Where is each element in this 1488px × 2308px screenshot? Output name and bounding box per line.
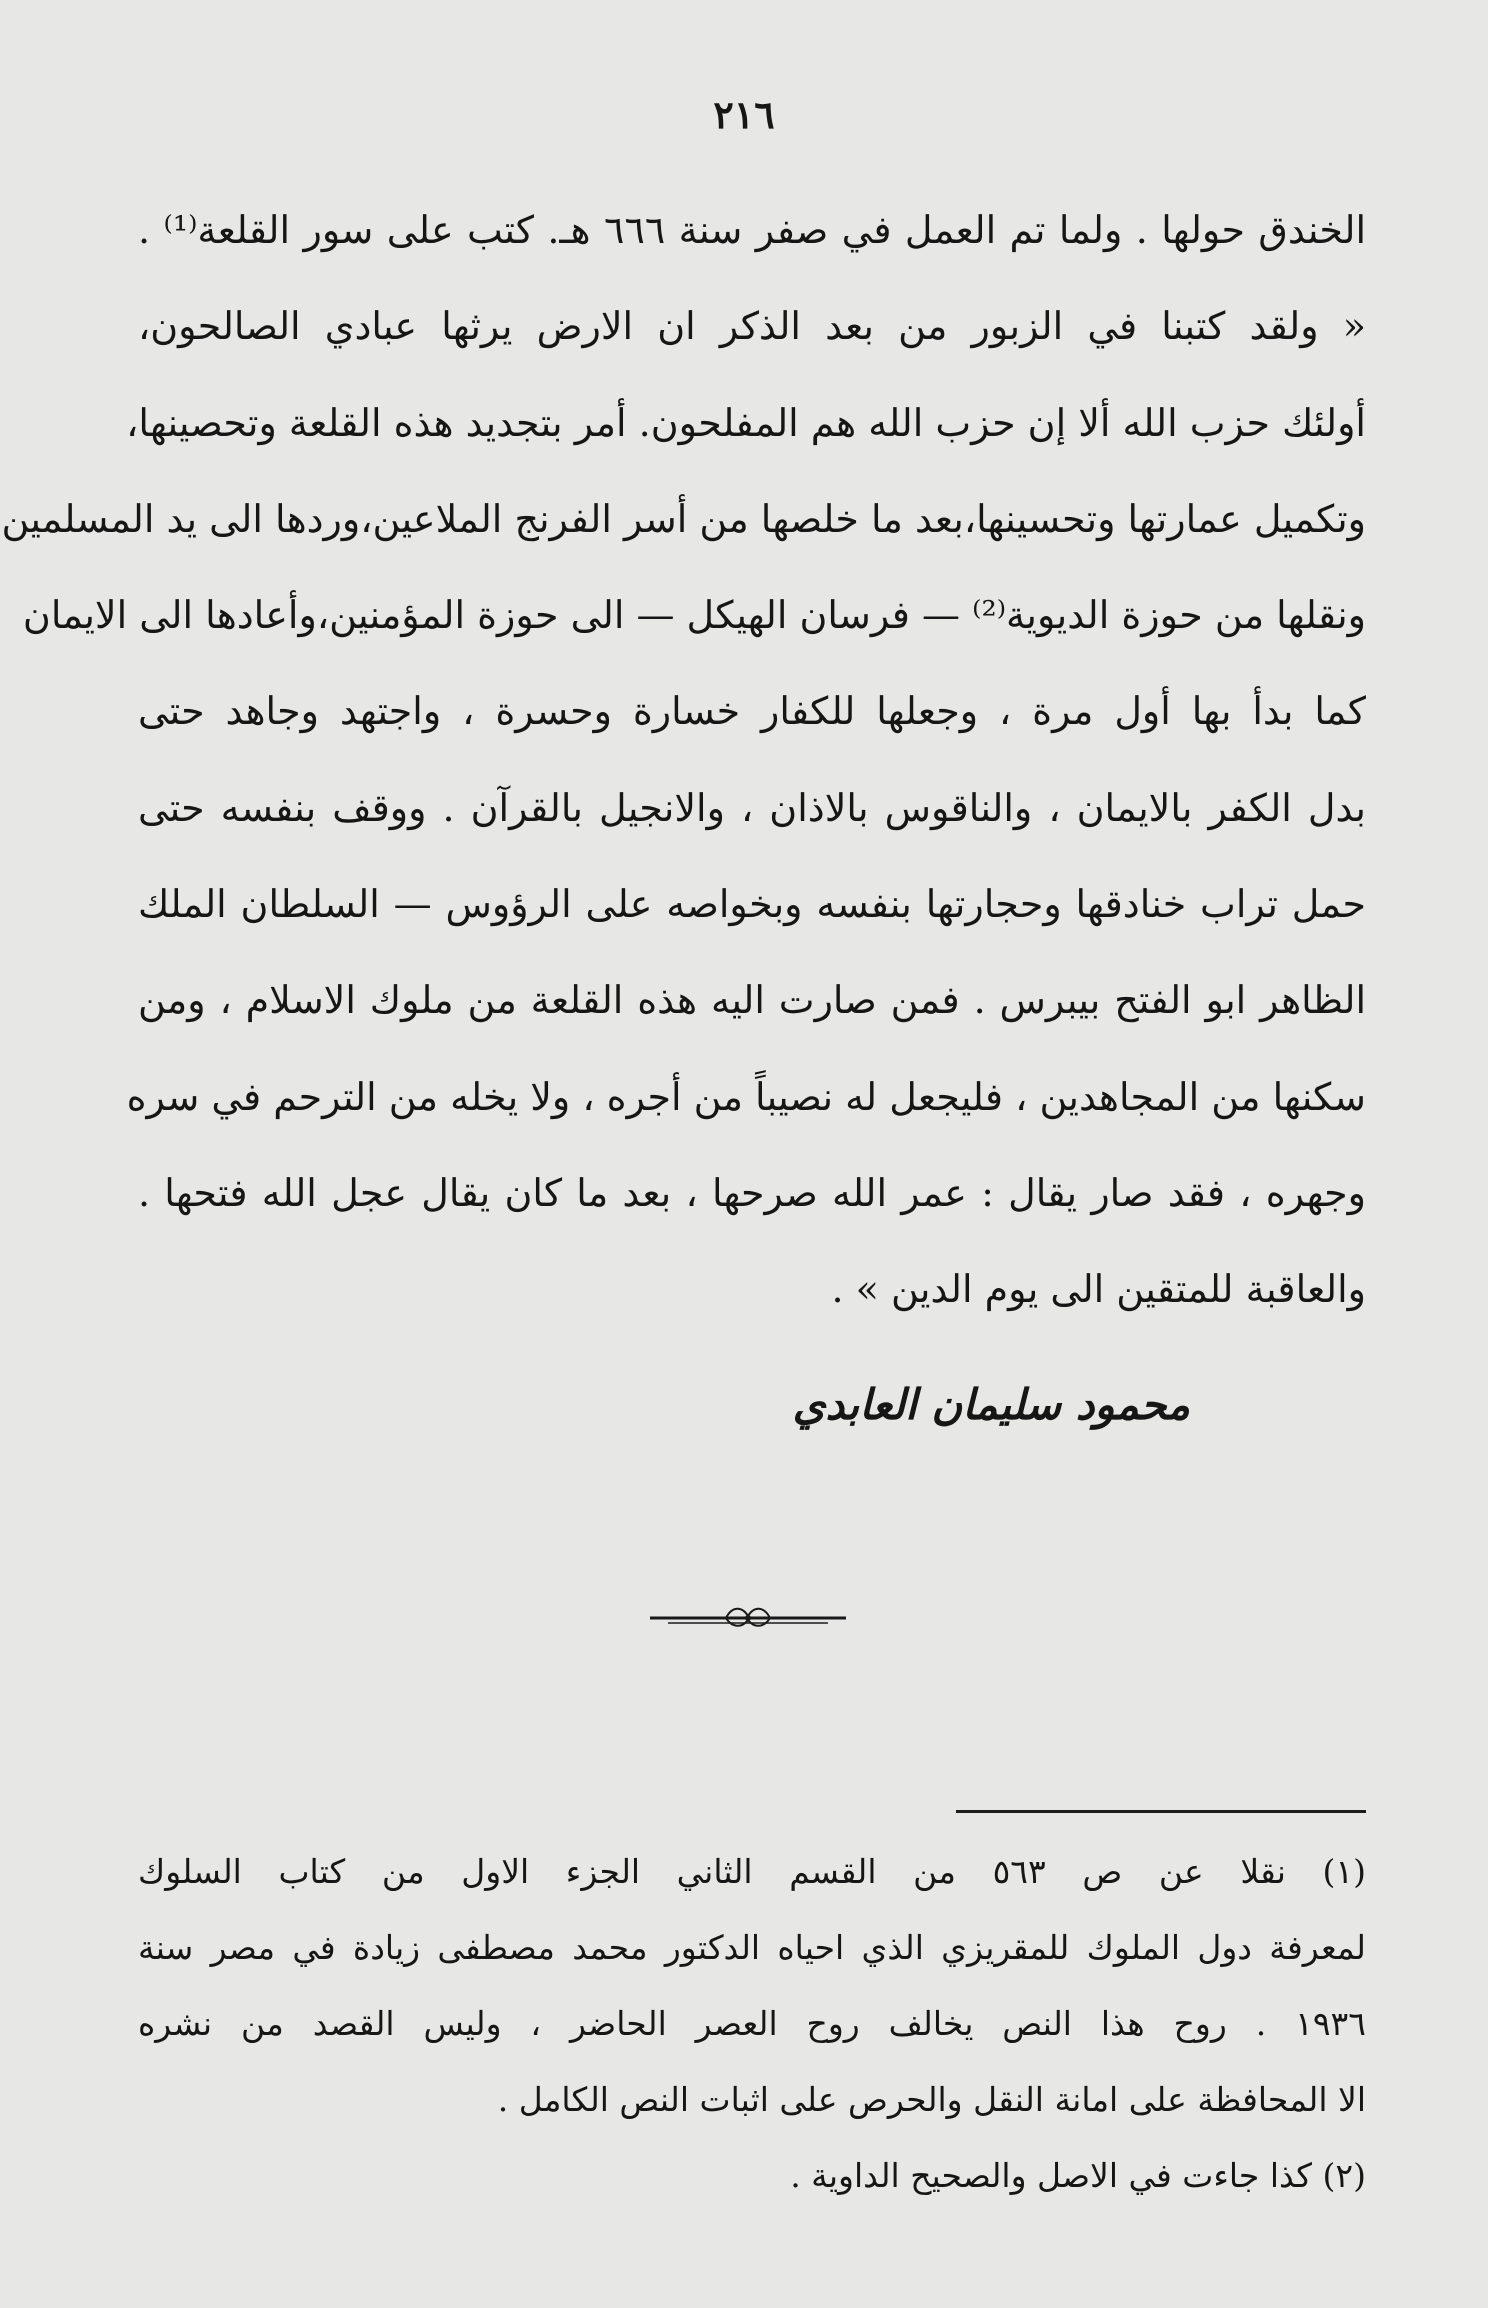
text-line: وتكميل عمارتها وتحسينها،بعد ما خلصها من أسر الفرنج الملاعين،وردها الى يد المسلمين <box>1 496 1366 541</box>
text-line: حمل تراب خنادقها وحجارتها بنفسه وبخواصه على الرؤوس — السلطان الملك <box>138 882 1366 927</box>
page-number: ٢١٦ <box>713 92 775 137</box>
text-line: الظاهر ابو الفتح بيبرس . فمن صارت اليه هذه القلعة من ملوك الاسلام ، ومن <box>138 978 1366 1023</box>
text-line: وجهره ، فقد صار يقال : عمر الله صرحها ، بعد ما كان يقال عجل الله فتحها . <box>138 1170 1366 1215</box>
text-line: « ولقد كتبنا في الزبور من بعد الذكر ان الارض يرثها عبادي الصالحون، <box>138 304 1366 349</box>
text-line: أولئك حزب الله ألا إن حزب الله هم المفلحون. أمر بتجديد هذه القلعة وتحصينها، <box>126 400 1366 445</box>
decorative-divider-icon <box>648 1598 848 1638</box>
text-line: ونقلها من حوزة الديوية⁽²⁾ — فرسان الهيكل — الى حوزة المؤمنين،وأعادها الى الايمان <box>22 593 1366 638</box>
main-text <box>1 182 1366 1338</box>
text-line: بدل الكفر بالايمان ، والناقوس بالاذان ، والانجيل بالقرآن . ووقف بنفسه حتى <box>138 785 1366 830</box>
footnote-line: (٢) كذا جاءت في الاصل والصحيح الداوية . <box>790 2156 1366 2195</box>
footnote-line: (١) نقلا عن ص ٥٦٣ من القسم الثاني الجزء الاول من كتاب السلوك <box>138 1852 1367 1891</box>
text-line: الخندق حولها . ولما تم العمل في صفر سنة ٦٦٦ هـ. كتب على سور القلعة⁽¹⁾ . <box>138 208 1366 252</box>
footnote-separator <box>956 1810 1366 1813</box>
footnote-line: ١٩٣٦ . روح هذا النص يخالف روح العصر الحاضر ، وليس القصد من نشره <box>138 2004 1366 2043</box>
footnotes <box>138 1834 1366 2214</box>
text-line: سكنها من المجاهدين ، فليجعل له نصيباً من أجره ، ولا يخله من الترحم في سره <box>126 1074 1366 1119</box>
footnote-line: الا المحافظة على امانة النقل والحرص على اثبات النص الكامل . <box>497 2080 1366 2119</box>
text-line: كما بدأ بها أول مرة ، وجعلها للكفار خسارة وحسرة ، واجتهد وجاهد حتى <box>138 689 1366 734</box>
footnote-line: لمعرفة دول الملوك للمقريزي الذي احياه الدكتور محمد مصطفى زيادة في مصر سنة <box>138 1928 1366 1967</box>
author-signature: محمود سليمان العابدي <box>792 1380 1190 1429</box>
text-line: والعاقبة للمتقين الى يوم الدين » . <box>831 1267 1366 1312</box>
